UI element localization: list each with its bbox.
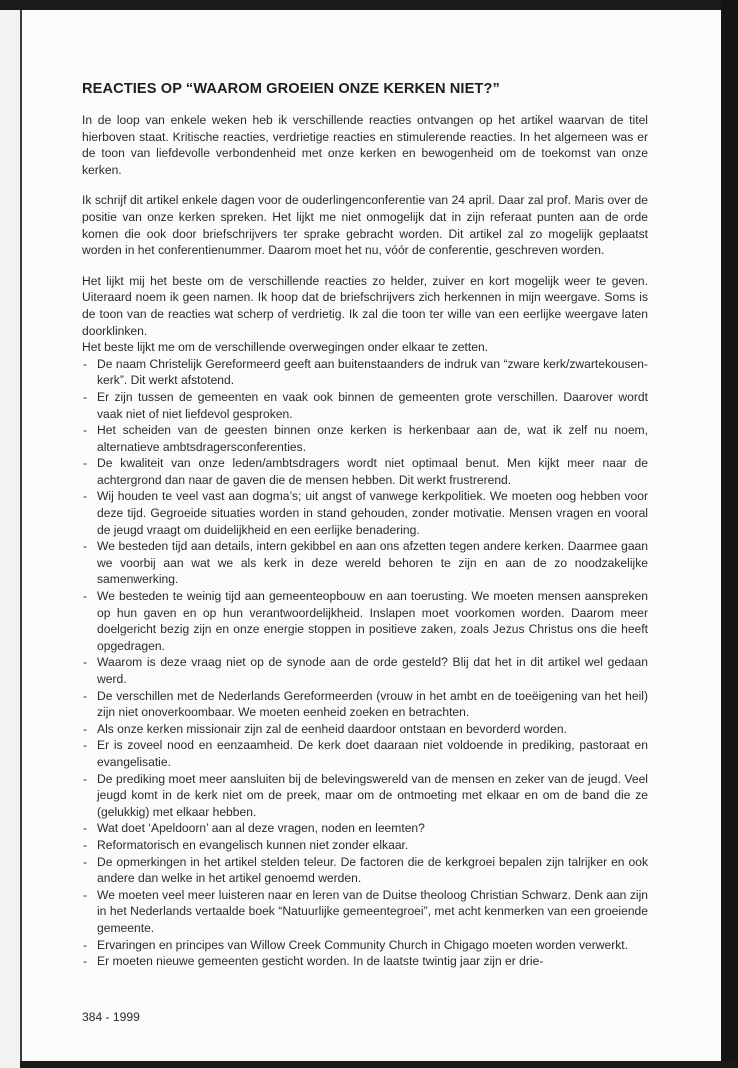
- list-item: - Er is zoveel nood en eenzaamheid. De kerk doet daaraan niet voldoende in prediking, pastoraat en evangelisatie.: [82, 737, 648, 770]
- list-item: - De prediking moet meer aansluiten bij de belevingswereld van de mensen en zeker van de jeugd. Veel jeugd komt in de kerk niet om de preek, maar om de ontmoeting met elkaar en om de band die ze (gelukkig) met elkaar hebben.: [82, 771, 648, 821]
- list-item: - De kwaliteit van onze leden/ambtsdragers wordt niet optimaal benut. Men kijkt meer naar de achtergrond dan naar de gaven die de mensen hebben. Dit werkt frustrerend.: [82, 455, 648, 488]
- page-number: 384 - 1999: [82, 1010, 140, 1024]
- list-item: - Waarom is deze vraag niet op de synode aan de orde gesteld? Blij dat het in dit artikel wel gedaan werd.: [82, 654, 648, 687]
- paragraph-conference: Ik schrijf dit artikel enkele dagen voor de ouderlingenconferentie van 24 april. Daar zal prof. Maris over de positie van onze kerken spreken. Het lijkt me niet onmogelijk dat in zijn referaat punten aan de orde komen die ook door briefschrijvers ter sprake gebracht worden. Dit artikel zal zo mogelijk geplaatst worden in het conferentienummer. Daarom moet het nu, vóór de conferentie, geschreven worden.: [82, 193, 648, 258]
- list-item: - De naam Christelijk Gereformeerd geeft aan buitenstaanders de indruk van “zware kerk/zwartekousen-kerk”. Dit werkt afstotend.: [82, 356, 648, 389]
- scan-border-bottom: [20, 1061, 738, 1068]
- list-item: - De opmerkingen in het artikel stelden teleur. De factoren die de kerkgroei bepalen zijn talrijker en ook andere dan welke in het artikel genoemd werden.: [82, 854, 648, 887]
- list-item: - Er zijn tussen de gemeenten en vaak ook binnen de gemeenten grote verschillen. Daarover wordt vaak niet of niet liefdevol gesproken.: [82, 389, 648, 422]
- reactions-list: [82, 356, 648, 970]
- list-item: - We moeten veel meer luisteren naar en leren van de Duitse theoloog Christian Schwarz. Denk aan zijn in het Nederlands vertaalde boek “Natuurlijke gemeentegroei”, met acht kenmerken van een groeiende gemeente.: [82, 887, 648, 937]
- paragraph-list-intro: Het beste lijkt me om de verschillende overwegingen onder elkaar te zetten.: [82, 340, 489, 355]
- list-item: - Wat doet ‘Apeldoorn’ aan al deze vragen, noden en leemten?: [82, 820, 648, 837]
- list-item: - Wij houden te veel vast aan dogma’s; uit angst of vanwege kerkpolitiek. We moeten oog hebben voor deze tijd. Gegroeide situaties worden in stand gehouden, zonder motivatie. Mensen vragen en vooral de jeugd vraagt om duidelijkheid en een eerlijke benadering.: [82, 488, 648, 538]
- scan-border-right: [721, 0, 738, 1068]
- paragraph-intro: In de loop van enkele weken heb ik verschillende reacties ontvangen op het artikel waarvan de titel hierboven staat. Kritische reacties, verdrietige reacties en stimulerende reacties. In het algemeen was er de toon van liefdevolle verbondenheid met onze kerken en bewogenheid om de toekomst van onze kerken.: [82, 113, 648, 177]
- list-item: - We besteden tijd aan details, intern gekibbel en aan ons afzetten tegen andere kerken. Daarmee gaan we voorbij aan wat we als kerk in deze wereld behoren te zijn en aan de zo noodzakelijke samenwerking.: [82, 538, 648, 588]
- list-item: - Het scheiden van de geesten binnen onze kerken is herkenbaar aan de, wat ik zelf nu noem, alternatieve ambtsdragersconferenties.: [82, 422, 648, 455]
- list-item: - Reformatorisch en evangelisch kunnen niet zonder elkaar.: [82, 837, 648, 854]
- article: [82, 80, 648, 970]
- list-item: - Er moeten nieuwe gemeenten gesticht worden. In de laatste twintig jaar zijn er drie-: [82, 953, 648, 970]
- list-item: - Ervaringen en principes van Willow Creek Community Church in Chigago moeten worden verwerkt.: [82, 937, 648, 954]
- list-item: - Als onze kerken missionair zijn zal de eenheid daardoor ontstaan en bevorderd worden.: [82, 721, 648, 738]
- list-item: - De verschillen met de Nederlands Gereformeerden (vrouw in het ambt en de toeëigening van het heil) zijn niet onoverkoombaar. We moeten eenheid zoeken en betrachten.: [82, 688, 648, 721]
- scan-border-top: [0, 0, 738, 10]
- article-title: REACTIES OP “WAAROM GROEIEN ONZE KERKEN NIET?”: [82, 81, 500, 97]
- list-item: - We besteden te weinig tijd aan gemeenteopbouw en aan toerusting. We moeten mensen aanspreken op hun gaven en op hun verantwoordelijkheid. Inslapen moet voorkomen worden. Daarom meer doelgericht bezig zijn en onze energie stoppen in positieve zaken, zoals Jezus Christus ons die heeft opgedragen.: [82, 588, 648, 654]
- scan-margin-left: [0, 0, 20, 1068]
- paragraph-method: Het lijkt mij het beste om de verschillende reacties zo helder, zuiver en kort mogelijk weer te geven. Uiteraard noem ik geen namen. Ik hoop dat de briefschrijvers zich herkennen in mijn weergave. Soms is de toon van de reacties wat scherp of verdrietig. Ik zal die toon ter wille van een eerlijke weergave laten doorklinken.: [82, 273, 648, 338]
